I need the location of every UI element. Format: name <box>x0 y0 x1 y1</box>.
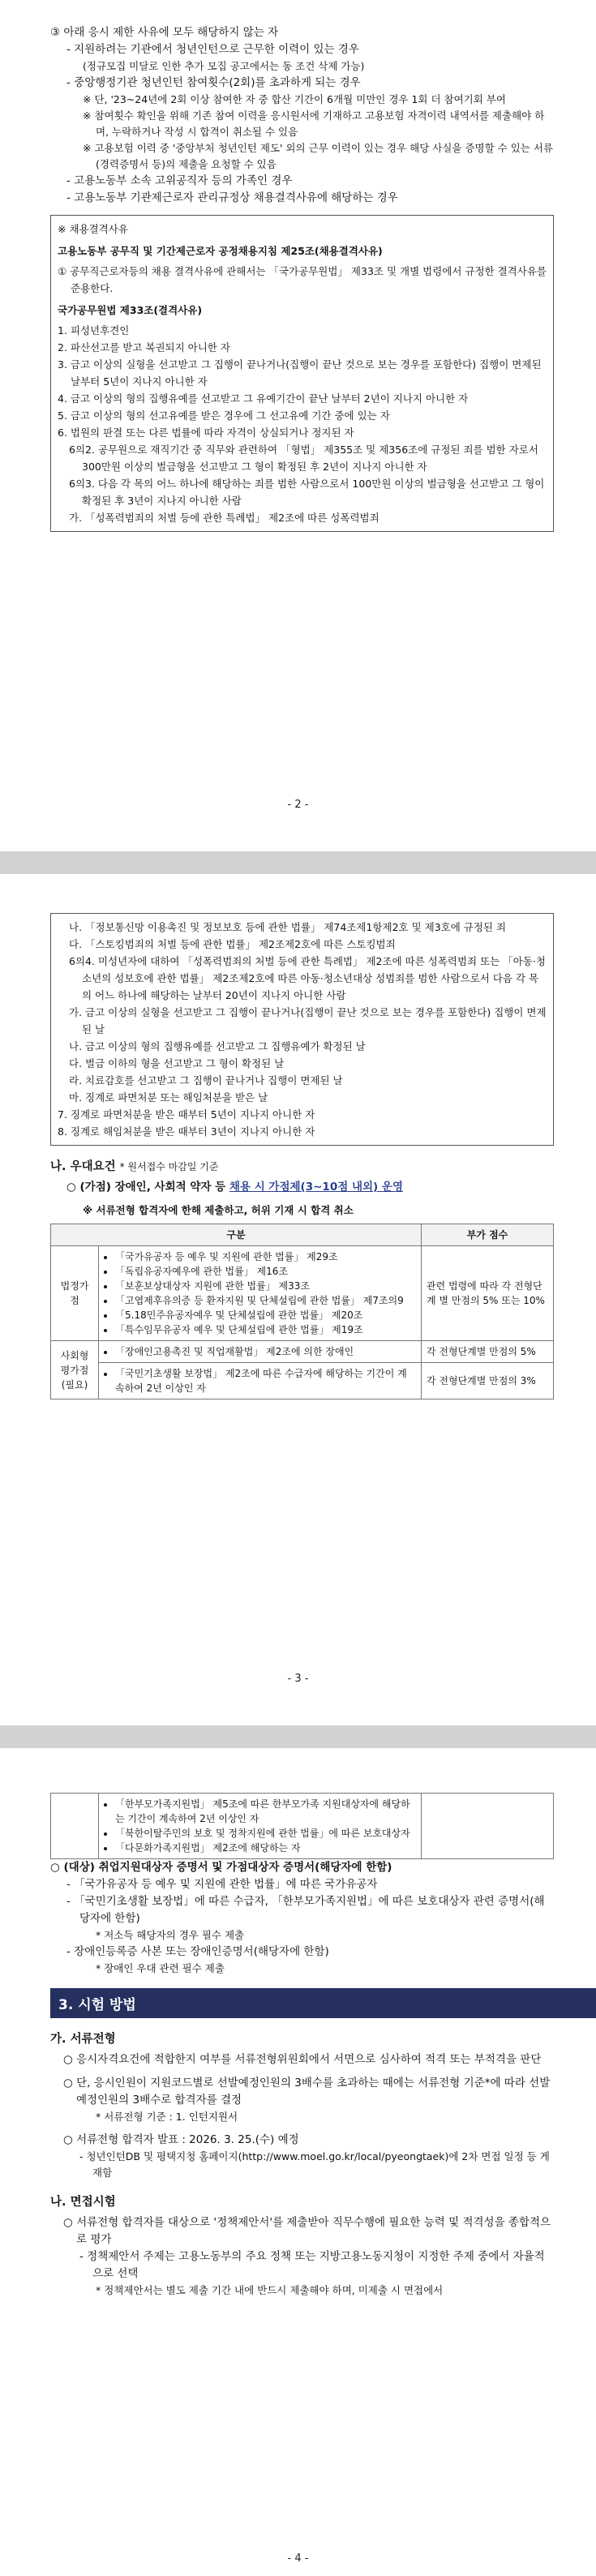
box-item: 8. 징계로 해임처분을 받은 때부터 3년이 지나지 아니한 자 <box>58 1125 315 1138</box>
document-page-2 <box>0 0 596 851</box>
list-item: • 「장애인고용촉진 및 직업재활법」 제2조에 의한 장애인 <box>115 1344 416 1359</box>
subsection-heading <box>50 1157 554 1174</box>
preference-line <box>50 1179 554 1196</box>
method-subitem: - 정책제안서 주제는 고용노동부의 주요 정책 또는 지방고용노동지청이 지정한 주제 중에서 자율적으로 선택 <box>79 2250 545 2280</box>
list-item: • 「한부모가족지원법」 제5조에 따른 한부모가족 지원대상자에 해당하는 기간이 계속하여 2년 이상인 자 <box>115 1797 416 1826</box>
document-page-3 <box>0 874 596 1725</box>
list-item: • 「국가유공자 등 예우 및 지원에 관한 법률」 제29조 <box>115 1249 416 1264</box>
bonus-points-table-continued <box>50 1793 554 1859</box>
table-title: ※ 서류전형 합격자에 한해 제출하고, 허위 기재 시 합격 취소 <box>83 1204 354 1216</box>
box-item: 6. 법원의 판결 또는 다른 법률에 따라 자격이 상실되거나 정지된 자 <box>58 426 354 439</box>
doc-item: - 「국민기초생활 보장법」에 따른 수급자, 「한부모가족지원법」에 따른 보호대상자 관련 증명서(해당자에 한함) <box>66 1895 545 1925</box>
document-page-4 <box>0 1748 596 2576</box>
subsection-heading: 가. 서류전형 <box>50 2033 116 2046</box>
bullet-note: (정규모집 미달로 인한 추가 모집 공고에서는 동 조건 삭제 가능) <box>83 60 365 72</box>
bullet: - 고용노동부 기관제근로자 관리규정상 채용결격사유에 해당하는 경우 <box>66 191 398 204</box>
box-heading: 국가공무원법 제33조(결격사유) <box>58 304 203 316</box>
table-row <box>51 1363 554 1399</box>
bullet: - 중앙행정기관 청년인턴 참여횟수(2회)를 초과하게 되는 경우 <box>66 76 361 89</box>
subsection-title: 나. 우대요건 <box>50 1160 116 1173</box>
page-content <box>50 24 554 540</box>
bullet: - 고용노동부 소속 고위공직자 등의 가족인 경우 <box>66 174 293 187</box>
note: ※ 고용보험 이력 중 '중앙부처 청년인턴 제도' 외의 근무 이력이 있는 경우 해당 사실을 증명할 수 있는 서류(경력증명서 등)의 제출을 요청할 수 있음 <box>83 142 553 170</box>
box-item: 가. 「성폭력범죄의 처벌 등에 관한 특례법」 제2조에 따른 성폭력범죄 <box>69 512 379 524</box>
method-item: ○ 단, 응시인원이 지원코드별로 선발예정인원의 3배수를 초과하는 때에는 서류전형 기준*에 따라 선발예정인원의 3배수로 합격자를 결정 <box>63 2077 551 2107</box>
list-item: • 「북한이탈주민의 보호 및 정착지원에 관한 법률」에 따른 보호대상자 <box>115 1826 416 1841</box>
disqualification-box <box>50 215 554 532</box>
box-item: 1. 피성년후견인 <box>58 324 130 336</box>
list-item: • 「특수임무유공자 예우 및 단체설립에 관한 법률」 제19조 <box>115 1322 416 1337</box>
table-header-score: 부가 점수 <box>422 1224 554 1246</box>
box-item: 6의4. 미성년자에 대하여 「성폭력범죄의 처벌 등에 관한 특례법」 제2조에 따른 성폭력범죄 또는 「아동·청소년의 성보호에 관한 법률」 제2조제2호에 따른 아동·청소년대상 성범죄를 범한 사람으로서 다음 각 목의 어느 하나에 해당하는 날부터 20년이 지나지 아니한 사람 <box>69 955 546 1001</box>
disqualification-box-continued <box>50 913 554 1146</box>
box-item: 나. 「정보통신망 이용촉진 및 정보보호 등에 관한 법률」 제74조제1항제2호 및 제3호에 규정된 죄 <box>69 921 507 933</box>
row-label: 사회형평가점(필요) <box>51 1341 99 1399</box>
table-header-row <box>51 1224 554 1246</box>
method-note: * 정책제안서는 별도 제출 기간 내에 반드시 제출해야 하며, 미제출 시 면접에서 <box>96 2284 444 2296</box>
box-item: 6의3. 다음 각 목의 어느 하나에 해당하는 죄를 범한 사람으로서 100만원 이상의 벌금형을 선고받고 그 형이 확정된 후 3년이 지나지 아니한 사람 <box>69 478 545 507</box>
box-item: 마. 징계로 파면처분 또는 해임처분을 받은 날 <box>69 1091 268 1104</box>
target-line: ○ (대상) 취업지원대상자 증명서 및 가점대상자 증명서(해당자에 한함) <box>50 1861 392 1874</box>
page-content <box>50 1793 554 2299</box>
row-items <box>99 1363 422 1399</box>
row-items <box>99 1794 422 1859</box>
box-item: 라. 치료감호를 선고받고 그 집행이 끝나거나 집행이 면제된 날 <box>69 1074 343 1087</box>
method-note: * 서류전형 기준 : 1. 인턴지원서 <box>96 2111 238 2123</box>
table-row <box>51 1341 554 1363</box>
row-score: 각 전형단계별 만점의 3% <box>422 1363 554 1399</box>
section-title-bar: 3. 시험 방법 <box>50 1988 596 2018</box>
doc-item: - 장애인등록증 사본 또는 장애인증명서(해당자에 한함) <box>66 1945 329 1958</box>
box-item: 가. 금고 이상의 실형을 선고받고 그 집행이 끝나거나(집행이 끝난 것으로 보는 경우를 포함한다) 집행이 면제된 날 <box>69 1006 547 1035</box>
bonus-points-table <box>50 1224 554 1399</box>
item-3: ③ 아래 응시 제한 사유에 모두 해당하지 않는 자 <box>50 26 279 39</box>
doc-note: * 장애인 우대 관련 필수 제출 <box>96 1962 225 1974</box>
note: ※ 참여횟수 확인을 위해 기존 참여 이력을 응시원서에 기재하고 고용보험 자격이력 내역서를 제출해야 하며, 누락하거나 작성 시 합격이 취소될 수 있음 <box>83 109 545 138</box>
box-item: 5. 금고 이상의 형의 선고유예를 받은 경우에 그 선고유예 기간 중에 있는 자 <box>58 409 390 422</box>
subsection-note: * 원서접수 마감일 기준 <box>119 1161 219 1172</box>
method-item: ○ 서류전형 합격자 발표 : 2026. 3. 25.(수) 예정 <box>63 2133 299 2146</box>
table-row <box>51 1794 554 1859</box>
row-score-empty <box>422 1794 554 1859</box>
box-paragraph: ① 공무직근로자등의 채용 결격사유에 관해서는 「국가공무원법」 제33조 및 개별 법령에서 규정한 결격사유를 준용한다. <box>58 265 547 294</box>
method-subitem: - 청년인턴DB 및 평택지청 홈페이지(http://www.moel.go.kr/local/pyeongtaek)에 2차 면접 일정 등 게재함 <box>79 2150 550 2179</box>
page-number: - 2 - <box>287 799 309 811</box>
row-label: 법정가점 <box>51 1246 99 1341</box>
box-item: 4. 금고 이상의 형의 집행유예를 선고받고 그 유예기간이 끝난 날부터 2년이 지나지 아니한 자 <box>58 392 469 405</box>
row-score: 관련 법령에 따라 각 전형단계 별 만점의 5% 또는 10% <box>422 1246 554 1341</box>
row-label-empty <box>51 1794 99 1859</box>
list-item: • 「다문화가족지원법」 제2조에 해당하는 자 <box>115 1841 416 1855</box>
box-item: 다. 벌금 이하의 형을 선고받고 그 형이 확정된 날 <box>69 1057 285 1069</box>
list-item: • 「보훈보상대상자 지원에 관한 법률」 제33조 <box>115 1279 416 1293</box>
box-item: 6의2. 공무원으로 재직기간 중 직무와 관련하여 「형법」 제355조 및 제356조에 규정된 죄를 범한 자로서 300만원 이상의 벌금형을 선고받고 그 형이 확정된 후 2년이 지나지 아니한 자 <box>69 444 538 473</box>
box-title: ※ 채용결격사유 <box>58 223 128 235</box>
list-item: • 「5.18민주유공자예우 및 단체설립에 관한 법률」 제20조 <box>115 1308 416 1322</box>
subsection-heading: 나. 면접시험 <box>50 2196 116 2209</box>
row-score: 각 전형단계별 만점의 5% <box>422 1341 554 1363</box>
table-header-category: 구분 <box>51 1224 422 1246</box>
bullet: - 지원하려는 기관에서 청년인턴으로 근무한 이력이 있는 경우 <box>66 43 359 56</box>
method-item: ○ 응시자격요건에 적합한지 여부를 서류전형위원회에서 서면으로 심사하여 적격 또는 부적격을 판단 <box>63 2053 542 2066</box>
note: ※ 단, '23~24년에 2회 이상 참여한 자 중 합산 기간이 6개월 미만인 경우 1회 더 참여기회 부여 <box>83 93 506 105</box>
box-item: 2. 파산선고를 받고 복권되지 아니한 자 <box>58 341 230 354</box>
box-item: 7. 징계로 파면처분을 받은 때부터 5년이 지나지 아니한 자 <box>58 1108 315 1121</box>
page-content <box>50 913 554 1399</box>
row-items <box>99 1246 422 1341</box>
doc-note: * 저소득 해당자의 경우 필수 제출 <box>96 1929 245 1941</box>
box-heading: 고용노동부 공무직 및 기간제근로자 공정채용지침 제25조(채용결격사유) <box>58 245 383 257</box>
preference-prefix: ○ (가점) 장애인, 사회적 약자 등 <box>66 1181 229 1194</box>
table-row <box>51 1246 554 1341</box>
box-item: 3. 금고 이상의 실형을 선고받고 그 집행이 끝나거나(집행이 끝난 것으로 보는 경우를 포함한다) 집행이 면제된 날부터 5년이 지나지 아니한 자 <box>58 358 542 388</box>
page-number: - 4 - <box>287 2552 309 2565</box>
page-number: - 3 - <box>287 1673 309 1685</box>
box-item: 나. 금고 이상의 형의 집행유예를 선고받고 그 집행유예가 확정된 날 <box>69 1040 366 1052</box>
list-item: • 「독립유공자예우에 관한 법률」 제16조 <box>115 1264 416 1279</box>
preference-highlight: 채용 시 가점제(3~10점 내외) 운영 <box>229 1181 403 1194</box>
doc-item: - 「국가유공자 등 예우 및 지원에 관한 법률」에 따른 국가유공자 <box>66 1878 378 1891</box>
row-items <box>99 1341 422 1363</box>
list-item: • 「고엽제후유의증 등 환자지원 및 단체설립에 관한 법률」 제7조의9 <box>115 1293 416 1308</box>
box-item: 다. 「스토킹범죄의 처벌 등에 관한 법률」 제2조제2호에 따른 스토킹범죄 <box>69 938 396 950</box>
method-item: ○ 서류전형 합격자를 대상으로 '정책제안서'를 제출받아 직무수행에 필요한 능력 및 적격성을 종합적으로 평가 <box>63 2216 551 2246</box>
list-item: • 「국민기초생활 보장법」 제2조에 따른 수급자에 해당하는 기간이 계속하여 2년 이상인 자 <box>115 1366 416 1395</box>
